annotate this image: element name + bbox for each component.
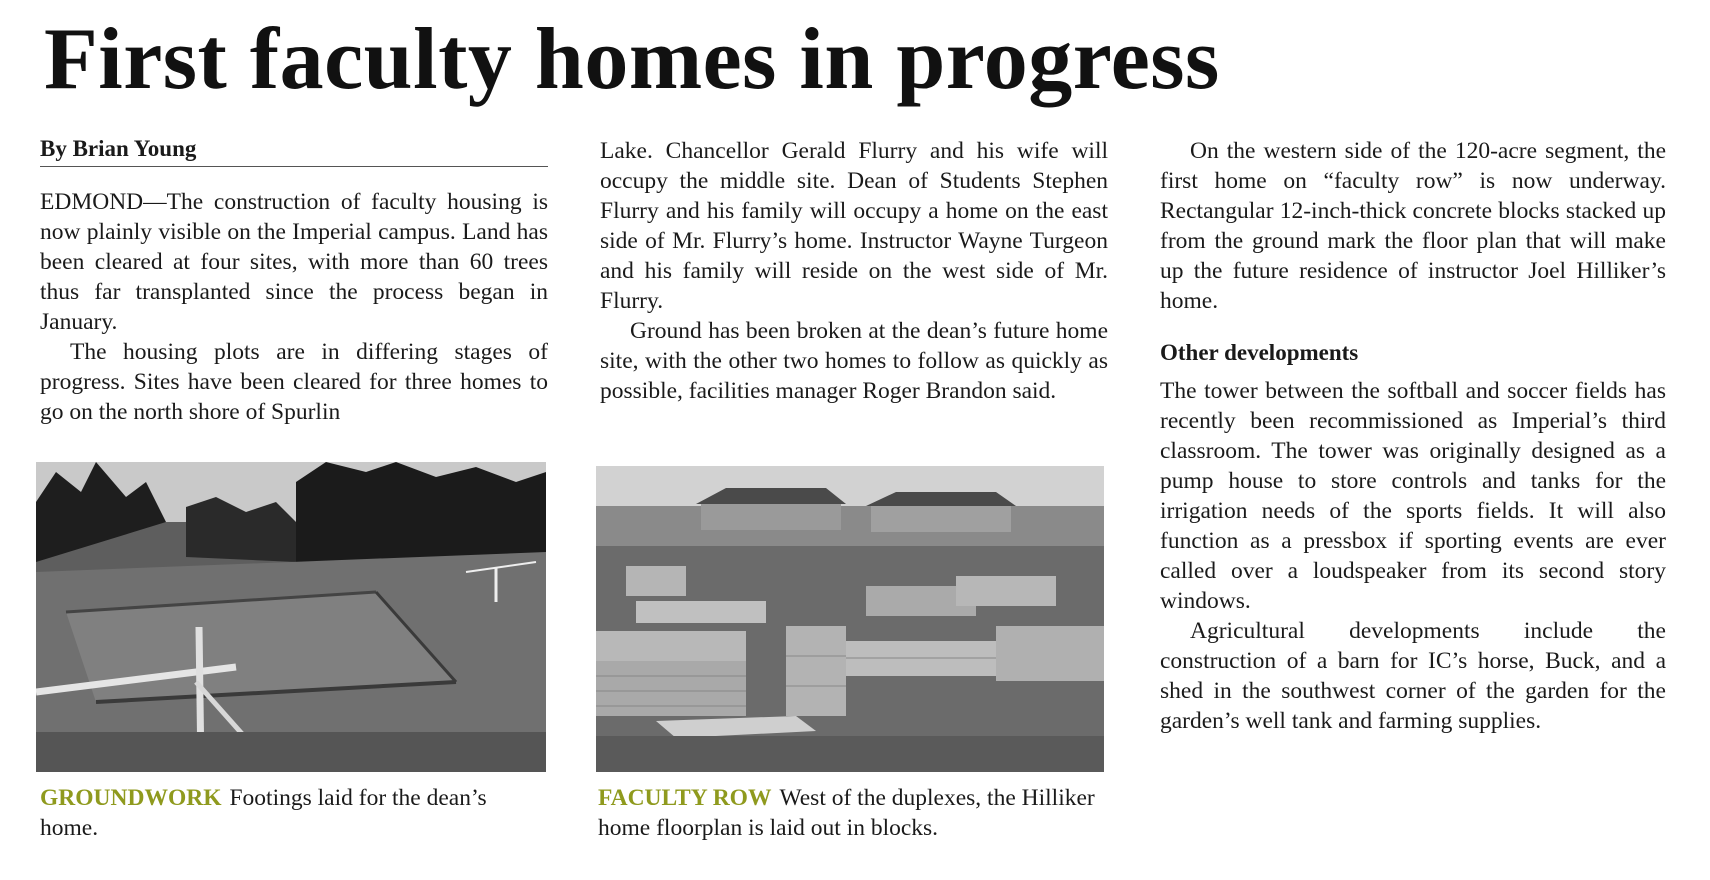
paragraph: On the western side of the 120-acre segment, the first home on “faculty row” is now underway. Rectangular 12-inch-thick concrete blocks stacked up from the ground mark the floor plan that will make up the future residence of instructor Joel Hilliker’s home. <box>1160 138 1666 314</box>
subheading: Other developments <box>1160 340 1359 365</box>
caption-label: FACULTY ROW <box>598 785 772 811</box>
paragraph: Lake. Chancellor Gerald Flurry and his wife will occupy the middle site. Dean of Students Stephen Flurry and his family will occupy a home on the east side of Mr. Flurry’s home. Instructor Wayne Turgeon and his family will reside on the west side of Mr. Flurry. <box>600 138 1108 314</box>
groundwork-caption <box>40 783 550 843</box>
faculty-row-caption <box>598 783 1108 843</box>
paragraph: Ground has been broken at the dean’s future home site, with the other two homes to follow as quickly as possible, facilities manager Roger Brandon said. <box>600 318 1108 404</box>
paragraph: EDMOND—The construction of faculty housing is now plainly visible on the Imperial campus. Land has been cleared at four sites, with more than 60 trees thus far transplanted since the process began in January. <box>40 189 548 335</box>
paragraph: Agricultural developments include the construction of a barn for IC’s horse, Buck, and a shed in the southwest corner of the garden for the garden’s well tank and farming supplies. <box>1160 618 1666 734</box>
faculty-row-photo <box>596 466 1104 772</box>
column-2 <box>600 136 1108 406</box>
headline: First faculty homes in progress <box>44 11 1220 108</box>
caption-text: Footings laid for the dean’s home. <box>40 785 487 841</box>
groundwork-illustration <box>36 462 546 772</box>
byline: By Brian Young <box>40 136 548 167</box>
paragraph: The tower between the softball and soccer fields has recently been recommissioned as Imperial’s third classroom. The tower was originally designed as a pump house to store controls and tanks for the irrigation needs of the sports fields. It will also function as a pressbox if sporting events are ever called over a loudspeaker from its second story windows. <box>1160 378 1666 614</box>
caption-text: West of the duplexes, the Hilliker home floorplan is laid out in blocks. <box>598 785 1095 841</box>
groundwork-photo <box>36 462 546 772</box>
paragraph: The housing plots are in differing stages of progress. Sites have been cleared for three homes to go on the north shore of Spurlin <box>40 339 548 425</box>
caption-label: GROUNDWORK <box>40 785 222 811</box>
column-3 <box>1160 136 1666 736</box>
faculty-row-illustration <box>596 466 1104 772</box>
column-1 <box>40 136 548 427</box>
